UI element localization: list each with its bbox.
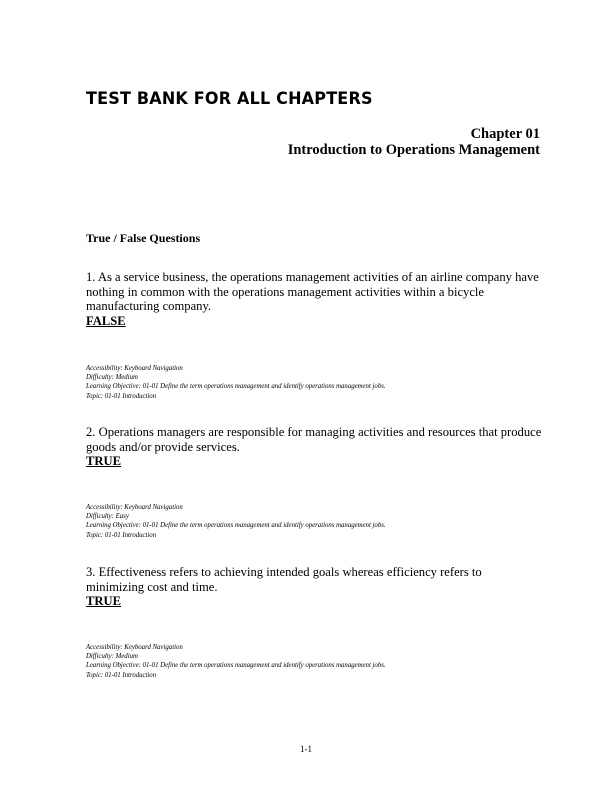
- accessibility-note: Accessibility: Keyboard Navigation: [86, 644, 183, 651]
- test-bank-banner: TEST BANK FOR ALL CHAPTERS: [86, 88, 373, 109]
- question-text: 2. Operations managers are responsible for managing activities and resources that produce goods and/or provide services.: [86, 425, 542, 454]
- answer-label: FALSE: [86, 313, 126, 328]
- question-3-metadata: [86, 643, 542, 680]
- topic-note: Topic: 01-01 Introduction: [86, 531, 157, 539]
- question-text: 3. Effectiveness refers to achieving intended goals whereas efficiency refers to minimizing cost and time.: [86, 565, 482, 594]
- chapter-title: Introduction to Operations Management: [287, 142, 540, 158]
- learning-objective-note: Learning Objective: 01-01 Define the term operations management and identify operations management jobs.: [86, 662, 386, 670]
- question-1-metadata: [86, 364, 542, 401]
- section-title: True / False Questions: [86, 231, 201, 245]
- chapter-heading: [288, 126, 540, 158]
- learning-objective-note: Learning Objective: 01-01 Define the term operations management and identify operations management jobs.: [86, 522, 386, 530]
- topic-note: Topic: 01-01 Introduction: [86, 671, 157, 679]
- answer-label: TRUE: [86, 594, 121, 608]
- difficulty-note: Difficulty: Medium: [86, 374, 138, 382]
- topic-note: Topic: 01-01 Introduction: [86, 392, 157, 400]
- difficulty-note: Difficulty: Easy: [86, 513, 129, 521]
- page-number: 1-1: [300, 744, 312, 754]
- accessibility-note: Accessibility: Keyboard Navigation: [86, 365, 183, 372]
- answer-label: TRUE: [86, 454, 121, 468]
- question-text: 1. As a service business, the operations management activities of an airline company have nothing in common with the operations management activities within a bicycle manufacturing company.: [86, 270, 539, 313]
- difficulty-note: Difficulty: Medium: [86, 653, 138, 661]
- question-3: [86, 565, 542, 609]
- accessibility-note: Accessibility: Keyboard Navigation: [86, 504, 183, 511]
- question-2-metadata: [86, 503, 542, 540]
- question-1: [86, 270, 542, 328]
- learning-objective-note: Learning Objective: 01-01 Define the term operations management and identify operations management jobs.: [86, 383, 386, 391]
- question-2: [86, 425, 542, 469]
- chapter-number: Chapter 01: [470, 126, 540, 142]
